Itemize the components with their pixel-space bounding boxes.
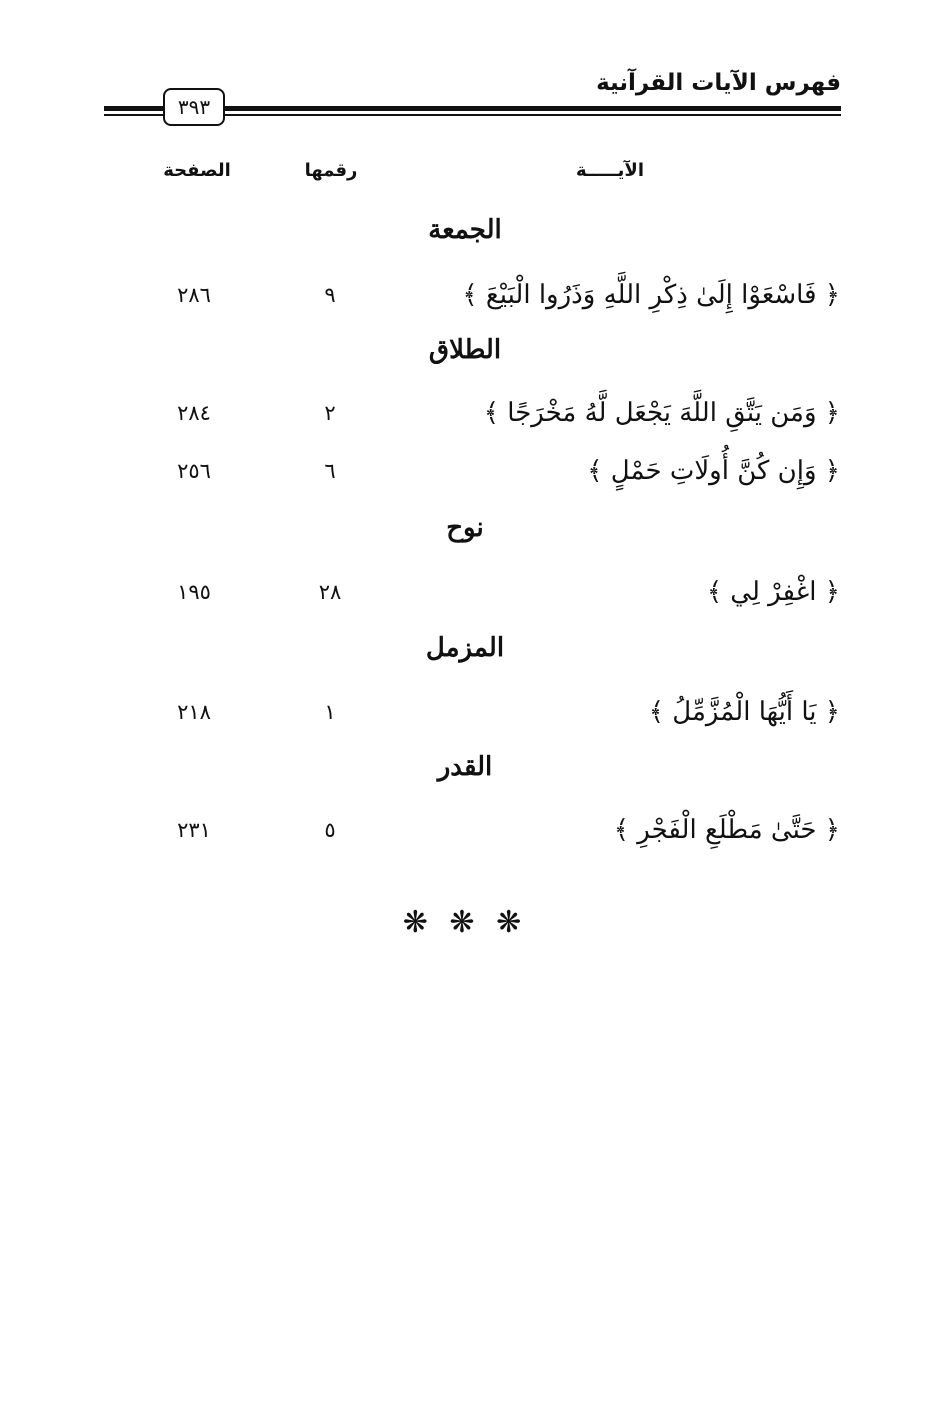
- verse-text: ﴿ وَمَن يَتَّقِ اللَّهَ يَجْعَل لَّهُ مَخْرَجًا ﴾: [483, 398, 840, 428]
- verse-page: ٢١٨: [177, 700, 211, 724]
- verse-page: ٢٨٦: [177, 283, 211, 307]
- running-title: فهرس الآيات القرآنية: [596, 70, 841, 96]
- verse-number: ٩: [324, 283, 336, 307]
- surah-heading: الجمعة: [428, 215, 502, 245]
- verse-number: ٥: [324, 818, 336, 842]
- surah-heading: المزمل: [425, 633, 505, 663]
- verse-page: ٢٥٦: [177, 459, 211, 483]
- verse-text: ﴿ وَإِن كُنَّ أُولَاتِ حَمْلٍ ﴾: [587, 456, 840, 486]
- end-mark-asterisks: ❋ ❋ ❋: [402, 905, 528, 940]
- column-header-verse: الآيـــــة: [575, 160, 644, 181]
- verse-page: ٢٣١: [177, 818, 211, 842]
- verse-text: ﴿ حَتَّىٰ مَطْلَعِ الْفَجْرِ ﴾: [613, 815, 840, 845]
- verse-row: [150, 572, 840, 612]
- page-header: [0, 0, 933, 130]
- surah-heading: القدر: [437, 752, 493, 782]
- column-header-page: الصفحة: [163, 160, 231, 181]
- surah-heading: الطلاق: [428, 335, 502, 365]
- verse-number: ٢: [324, 401, 336, 425]
- verse-number: ١: [324, 700, 336, 724]
- verse-page: ١٩٥: [177, 580, 211, 604]
- verse-page: ٢٨٤: [177, 401, 211, 425]
- verse-number: ٢٨: [318, 580, 342, 604]
- verse-row: [150, 692, 840, 732]
- verse-number: ٦: [324, 459, 336, 483]
- surah-heading: نوح: [446, 513, 484, 543]
- verse-text: ﴿ يَا أَيُّهَا الْمُزَّمِّلُ ﴾: [648, 697, 840, 727]
- verse-text: ﴿ اغْفِرْ لِي ﴾: [706, 577, 840, 607]
- verse-row: [150, 275, 840, 315]
- verse-row: [150, 393, 840, 433]
- verse-row: [150, 810, 840, 850]
- verse-text: ﴿ فَاسْعَوْا إِلَىٰ ذِكْرِ اللَّهِ وَذَرُوا الْبَيْعَ ﴾: [462, 280, 840, 310]
- page-number: ٣٩٣: [163, 88, 225, 126]
- column-header-number: رقمها: [304, 160, 358, 181]
- verse-row: [150, 451, 840, 491]
